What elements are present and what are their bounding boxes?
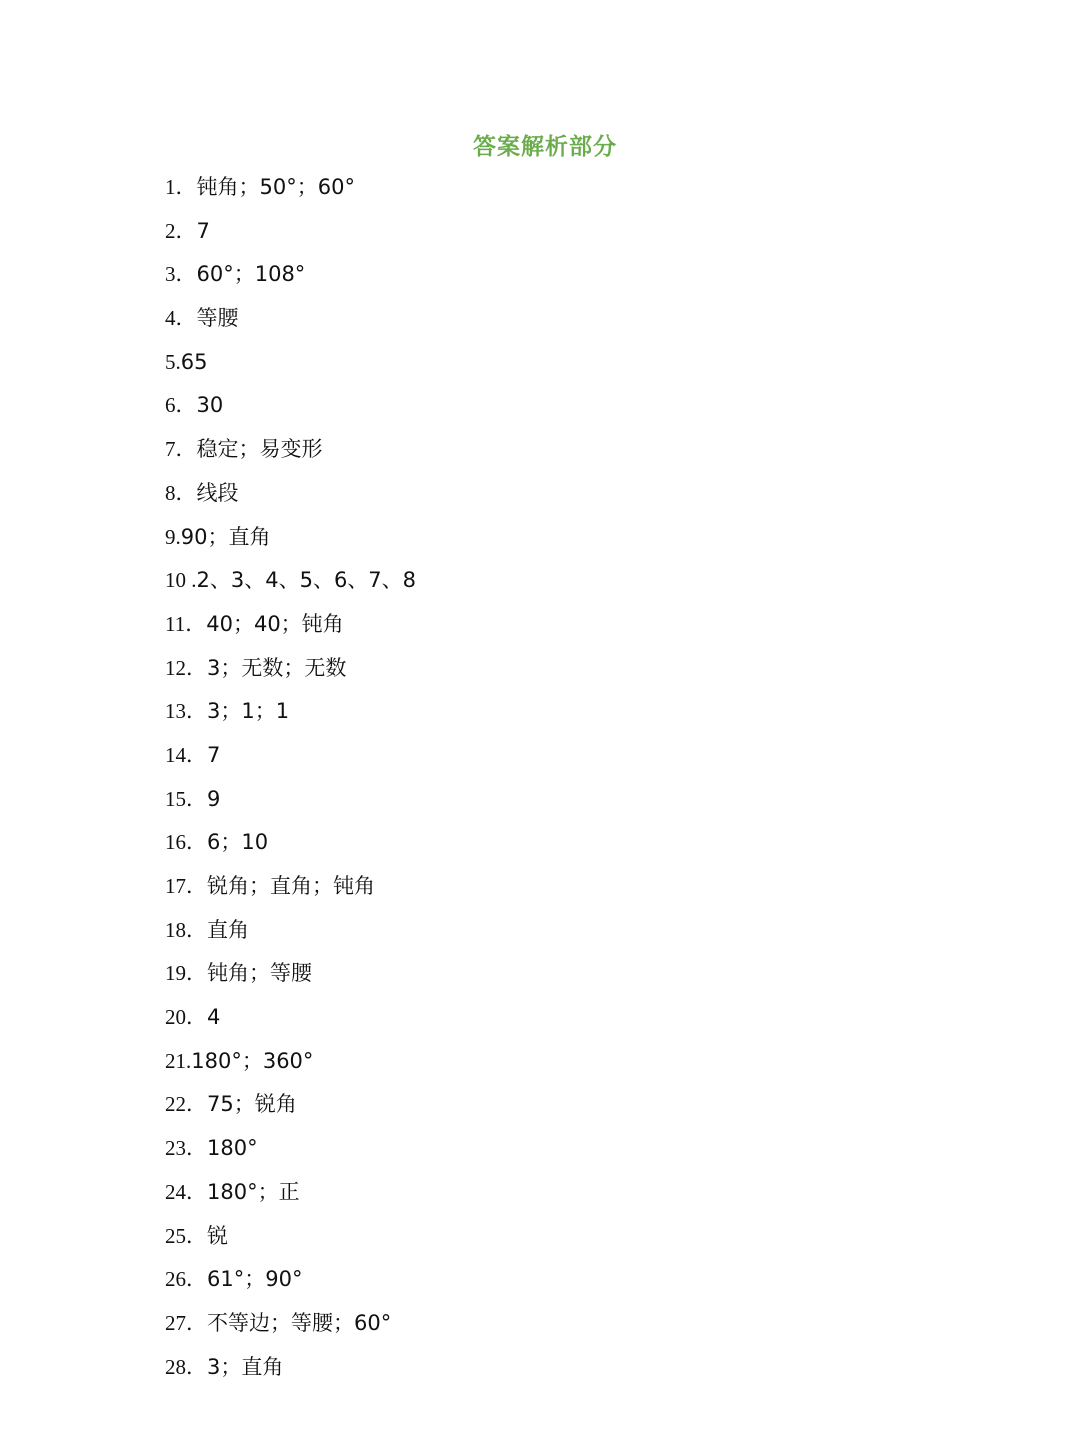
answer-number: 14． [165,742,207,767]
answer-text: 钝角；等腰 [207,961,312,986]
answer-text: 180°；360° [191,1048,314,1073]
answer-item [165,996,416,1040]
page-title: 答案解析部分 [473,134,617,160]
answer-item [165,428,416,472]
answer-text: 75；锐角 [207,1092,297,1117]
answer-item [165,1040,416,1084]
answer-number: 4． [165,306,197,331]
answer-number: 24． [165,1179,207,1204]
answer-text: 线段 [196,480,239,505]
answer-text: 钝角；50°；60° [196,175,355,199]
answer-item [165,821,416,865]
answer-number: 15． [165,786,207,811]
answer-item [165,253,416,297]
answer-number: 19． [165,961,207,986]
answer-item [165,384,416,428]
answer-item [165,603,416,647]
answer-number: 9. [165,524,181,549]
answer-item [165,1302,416,1346]
answer-item [165,909,416,953]
answer-text: 60°；108° [196,262,306,287]
answer-text: 180° [207,1136,258,1161]
answer-number: 1． [165,175,197,199]
answer-item [165,734,416,778]
answer-text: 30 [196,393,224,418]
answer-text: 180°；正 [207,1179,300,1204]
answer-item [165,341,416,385]
answer-text: 61°；90° [207,1267,303,1292]
answer-number: 10 . [165,568,197,593]
answer-text: 稳定；易变形 [196,437,323,462]
answer-item [165,166,416,210]
answer-item [165,1346,416,1390]
answer-number: 7． [165,437,197,462]
answer-item [165,1215,416,1259]
answer-number: 2． [165,218,197,243]
answer-item [165,1171,416,1215]
answer-number: 18． [165,917,207,942]
answer-text: 7 [196,218,210,243]
answer-number: 11． [165,611,207,636]
answer-text: 等腰 [196,306,239,331]
answer-item [165,865,416,909]
answer-item [165,690,416,734]
answer-text: 3；1；1 [207,699,290,724]
answer-number: 12． [165,655,207,680]
answer-text: 直角 [207,917,249,942]
answer-item [165,1083,416,1127]
answer-text: 90；直角 [180,524,271,549]
answer-number: 8． [165,480,197,505]
answer-number: 3． [165,262,197,287]
answer-text: 9 [207,786,221,811]
answer-text: 锐角；直角；钝角 [207,874,375,898]
answer-item [165,778,416,822]
answer-number: 16． [165,830,207,855]
answer-number: 6． [165,393,197,418]
answer-text: 锐 [207,1223,228,1248]
answer-item [165,297,416,341]
answer-number: 17． [165,874,207,898]
answer-number: 5. [165,349,181,374]
answer-number: 27． [165,1310,207,1335]
answer-item [165,952,416,996]
answer-text: 3；直角 [207,1354,284,1379]
answer-item [165,647,416,691]
answer-number: 25． [165,1223,207,1248]
answer-item [165,210,416,254]
answer-text: 2、3、4、5、6、7、8 [196,568,417,593]
answer-number: 22． [165,1092,207,1117]
answer-item [165,559,416,603]
answer-number: 23． [165,1136,207,1161]
answer-number: 21. [165,1048,192,1073]
answer-item [165,472,416,516]
answer-number: 28． [165,1354,207,1379]
answer-text: 不等边；等腰；60° [207,1310,392,1335]
answer-item [165,1258,416,1302]
answer-text: 4 [207,1005,221,1030]
answer-text: 3；无数；无数 [207,655,347,680]
answer-text: 7 [207,742,221,767]
answer-text: 40；40；钝角 [206,611,344,636]
answer-list [165,166,416,1389]
answer-number: 20． [165,1005,207,1030]
answer-number: 26． [165,1267,207,1292]
answer-item [165,1127,416,1171]
answer-item [165,516,416,560]
answer-number: 13． [165,699,207,724]
answer-text: 65 [180,349,208,374]
answer-text: 6；10 [207,830,269,855]
